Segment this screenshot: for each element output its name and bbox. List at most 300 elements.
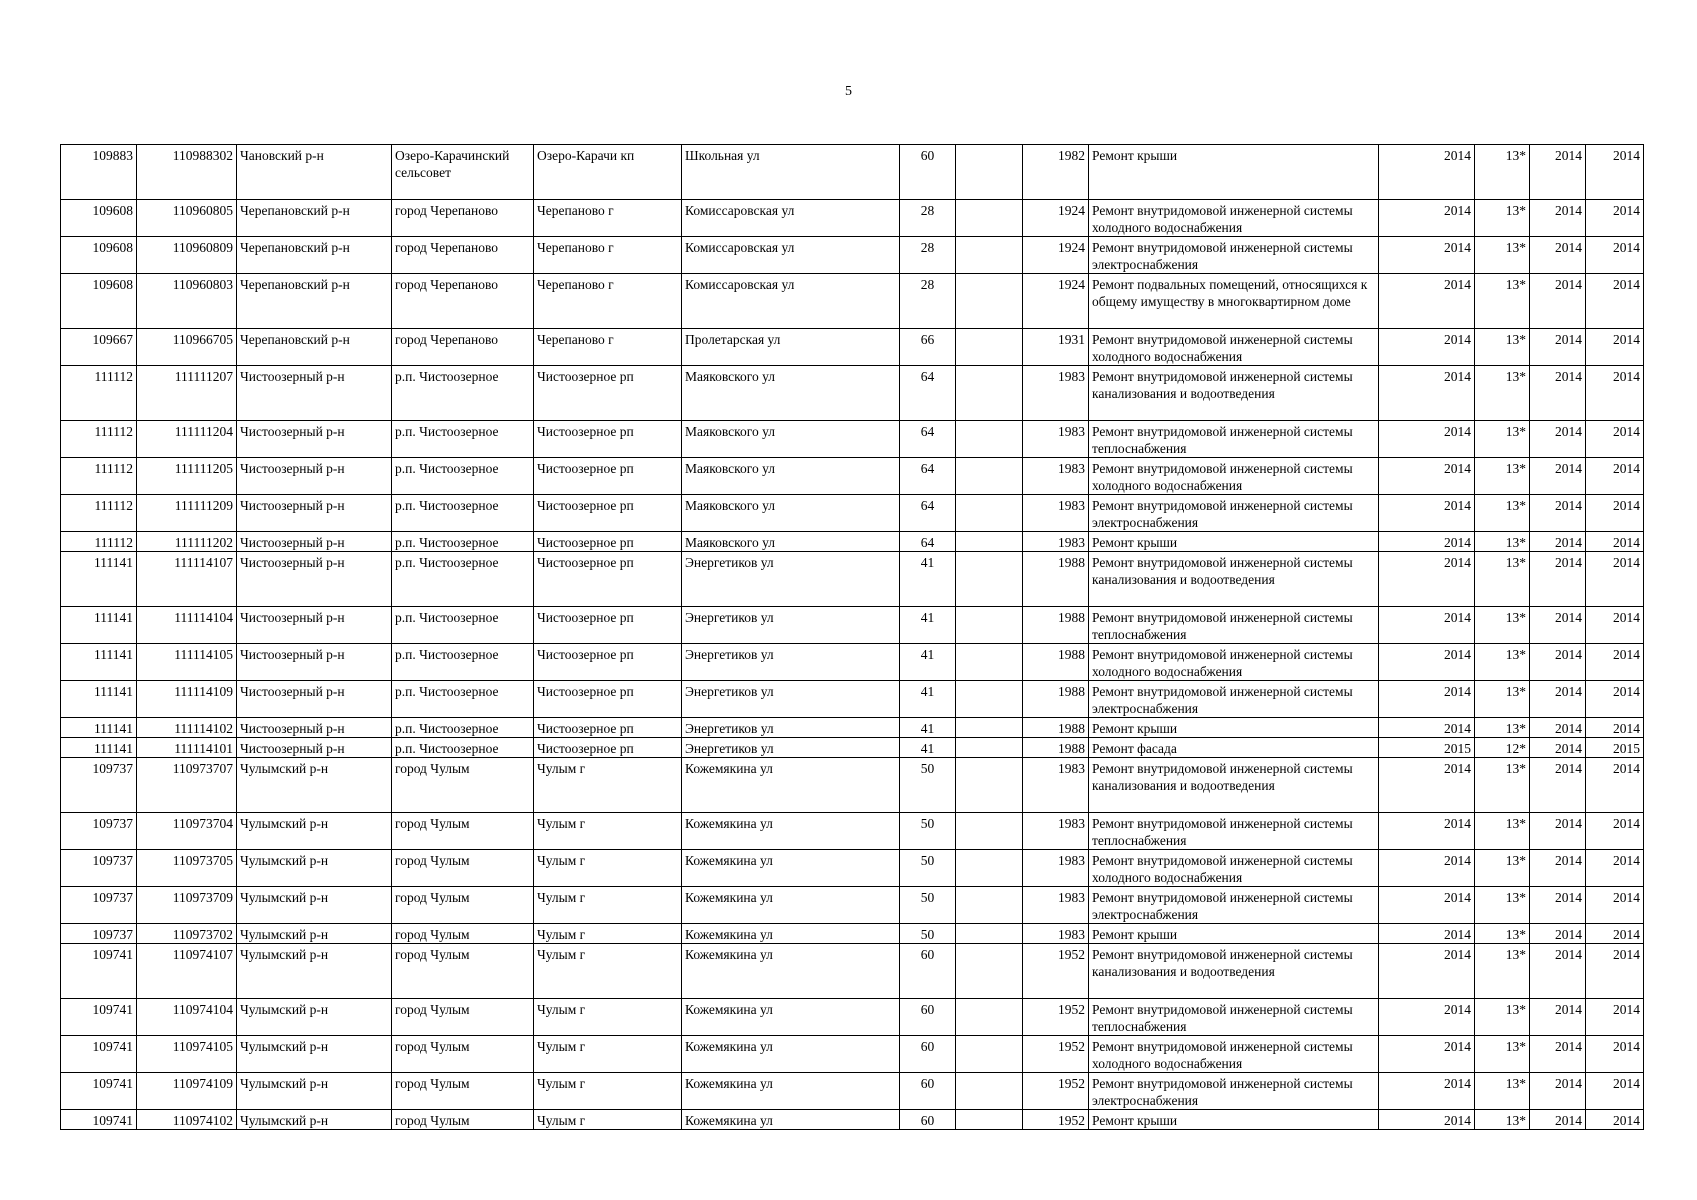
cell-house-number: 41 xyxy=(900,718,956,738)
cell-settlement: Озеро-Карачи кп xyxy=(534,145,682,200)
cell-settlement: Черепаново г xyxy=(534,200,682,237)
cell-building xyxy=(956,944,1023,999)
table-row xyxy=(61,718,1644,738)
cell-settlement: Чистоозерное рп xyxy=(534,607,682,644)
cell-year-start: 2014 xyxy=(1530,999,1586,1036)
cell-price-ref: 12* xyxy=(1475,738,1530,758)
cell-work-code: 110973704 xyxy=(137,813,237,850)
cell-house-number: 41 xyxy=(900,681,956,718)
table-row xyxy=(61,145,1644,200)
cell-house-id: 109741 xyxy=(61,944,137,999)
table-row xyxy=(61,329,1644,366)
cell-work-type: Ремонт крыши xyxy=(1089,718,1379,738)
cell-year-built: 1983 xyxy=(1023,924,1089,944)
cell-district: Чулымский р-н xyxy=(237,813,392,850)
cell-year-built: 1988 xyxy=(1023,644,1089,681)
cell-year-end: 2014 xyxy=(1586,458,1644,495)
cell-plan-year: 2014 xyxy=(1379,145,1475,200)
cell-year-end: 2014 xyxy=(1586,718,1644,738)
cell-settlement: Чистоозерное рп xyxy=(534,718,682,738)
cell-year-end: 2014 xyxy=(1586,999,1644,1036)
cell-year-start: 2014 xyxy=(1530,329,1586,366)
cell-street: Пролетарская ул xyxy=(682,329,900,366)
table-row xyxy=(61,738,1644,758)
cell-work-code: 110974105 xyxy=(137,1036,237,1073)
table-row xyxy=(61,421,1644,458)
cell-house-number: 28 xyxy=(900,237,956,274)
cell-building xyxy=(956,495,1023,532)
cell-work-type: Ремонт крыши xyxy=(1089,1110,1379,1130)
cell-municipality: город Черепаново xyxy=(392,237,534,274)
cell-year-end: 2014 xyxy=(1586,1073,1644,1110)
cell-price-ref: 13* xyxy=(1475,200,1530,237)
table-body xyxy=(61,145,1644,1130)
cell-year-built: 1982 xyxy=(1023,145,1089,200)
cell-work-code: 110973705 xyxy=(137,850,237,887)
cell-price-ref: 13* xyxy=(1475,718,1530,738)
cell-work-type: Ремонт внутридомовой инженерной системы канализования и водоотведения xyxy=(1089,758,1379,813)
cell-work-type: Ремонт внутридомовой инженерной системы канализования и водоотведения xyxy=(1089,552,1379,607)
table-row xyxy=(61,813,1644,850)
cell-price-ref: 13* xyxy=(1475,1036,1530,1073)
cell-work-type: Ремонт фасада xyxy=(1089,738,1379,758)
cell-year-end: 2014 xyxy=(1586,495,1644,532)
table-row xyxy=(61,237,1644,274)
cell-building xyxy=(956,1073,1023,1110)
cell-building xyxy=(956,145,1023,200)
table-row xyxy=(61,1073,1644,1110)
cell-price-ref: 13* xyxy=(1475,644,1530,681)
cell-house-number: 60 xyxy=(900,1036,956,1073)
cell-district: Чулымский р-н xyxy=(237,758,392,813)
cell-district: Чулымский р-н xyxy=(237,1036,392,1073)
cell-plan-year: 2014 xyxy=(1379,532,1475,552)
cell-price-ref: 13* xyxy=(1475,552,1530,607)
cell-municipality: город Чулым xyxy=(392,850,534,887)
cell-house-id: 111141 xyxy=(61,738,137,758)
cell-year-start: 2014 xyxy=(1530,1036,1586,1073)
cell-house-number: 28 xyxy=(900,274,956,329)
cell-year-end: 2014 xyxy=(1586,1110,1644,1130)
cell-municipality: р.п. Чистоозерное xyxy=(392,366,534,421)
cell-year-built: 1924 xyxy=(1023,200,1089,237)
cell-plan-year: 2015 xyxy=(1379,738,1475,758)
cell-year-end: 2014 xyxy=(1586,924,1644,944)
cell-district: Чистоозерный р-н xyxy=(237,532,392,552)
cell-work-code: 110973702 xyxy=(137,924,237,944)
cell-price-ref: 13* xyxy=(1475,607,1530,644)
cell-price-ref: 13* xyxy=(1475,1110,1530,1130)
cell-work-code: 111111207 xyxy=(137,366,237,421)
cell-municipality: город Чулым xyxy=(392,887,534,924)
cell-year-built: 1983 xyxy=(1023,458,1089,495)
cell-year-built: 1988 xyxy=(1023,718,1089,738)
cell-plan-year: 2014 xyxy=(1379,200,1475,237)
cell-work-code: 110960805 xyxy=(137,200,237,237)
cell-building xyxy=(956,366,1023,421)
cell-house-id: 111141 xyxy=(61,607,137,644)
cell-year-start: 2014 xyxy=(1530,274,1586,329)
cell-plan-year: 2014 xyxy=(1379,274,1475,329)
cell-house-id: 109737 xyxy=(61,813,137,850)
cell-year-built: 1983 xyxy=(1023,758,1089,813)
cell-building xyxy=(956,924,1023,944)
cell-house-number: 64 xyxy=(900,421,956,458)
cell-year-end: 2014 xyxy=(1586,681,1644,718)
cell-year-end: 2014 xyxy=(1586,552,1644,607)
cell-street: Кожемякина ул xyxy=(682,850,900,887)
cell-building xyxy=(956,681,1023,718)
table-row xyxy=(61,1036,1644,1073)
cell-street: Кожемякина ул xyxy=(682,887,900,924)
cell-year-start: 2014 xyxy=(1530,366,1586,421)
cell-year-start: 2014 xyxy=(1530,738,1586,758)
cell-municipality: город Чулым xyxy=(392,999,534,1036)
repair-registry-table xyxy=(60,144,1644,1130)
table-row xyxy=(61,887,1644,924)
cell-year-start: 2014 xyxy=(1530,644,1586,681)
cell-house-number: 64 xyxy=(900,366,956,421)
cell-district: Чистоозерный р-н xyxy=(237,718,392,738)
cell-house-id: 109737 xyxy=(61,758,137,813)
cell-building xyxy=(956,552,1023,607)
cell-work-code: 111114101 xyxy=(137,738,237,758)
cell-house-id: 109737 xyxy=(61,850,137,887)
cell-house-number: 50 xyxy=(900,758,956,813)
cell-house-id: 111112 xyxy=(61,366,137,421)
cell-district: Чулымский р-н xyxy=(237,887,392,924)
cell-street: Кожемякина ул xyxy=(682,1036,900,1073)
cell-year-start: 2014 xyxy=(1530,607,1586,644)
cell-house-number: 60 xyxy=(900,1110,956,1130)
cell-year-start: 2014 xyxy=(1530,421,1586,458)
table-row xyxy=(61,924,1644,944)
cell-building xyxy=(956,718,1023,738)
cell-price-ref: 13* xyxy=(1475,1073,1530,1110)
table-row xyxy=(61,681,1644,718)
cell-district: Черепановский р-н xyxy=(237,329,392,366)
cell-plan-year: 2014 xyxy=(1379,607,1475,644)
cell-municipality: город Чулым xyxy=(392,1073,534,1110)
cell-work-type: Ремонт внутридомовой инженерной системы теплоснабжения xyxy=(1089,999,1379,1036)
cell-year-built: 1924 xyxy=(1023,274,1089,329)
cell-house-number: 64 xyxy=(900,532,956,552)
cell-street: Комиссаровская ул xyxy=(682,237,900,274)
cell-work-code: 111111202 xyxy=(137,532,237,552)
cell-street: Кожемякина ул xyxy=(682,944,900,999)
cell-year-end: 2014 xyxy=(1586,274,1644,329)
cell-house-number: 41 xyxy=(900,738,956,758)
cell-plan-year: 2014 xyxy=(1379,681,1475,718)
cell-house-id: 109608 xyxy=(61,237,137,274)
cell-street: Кожемякина ул xyxy=(682,1110,900,1130)
cell-price-ref: 13* xyxy=(1475,421,1530,458)
cell-house-number: 50 xyxy=(900,850,956,887)
cell-municipality: город Чулым xyxy=(392,944,534,999)
cell-work-code: 110973707 xyxy=(137,758,237,813)
cell-street: Кожемякина ул xyxy=(682,924,900,944)
cell-house-id: 109667 xyxy=(61,329,137,366)
cell-district: Чулымский р-н xyxy=(237,1110,392,1130)
cell-house-number: 66 xyxy=(900,329,956,366)
cell-year-start: 2014 xyxy=(1530,1073,1586,1110)
cell-municipality: р.п. Чистоозерное xyxy=(392,552,534,607)
cell-house-number: 41 xyxy=(900,644,956,681)
cell-building xyxy=(956,329,1023,366)
table-row xyxy=(61,458,1644,495)
cell-work-type: Ремонт внутридомовой инженерной системы канализования и водоотведения xyxy=(1089,366,1379,421)
cell-plan-year: 2014 xyxy=(1379,421,1475,458)
cell-work-type: Ремонт внутридомовой инженерной системы электроснабжения xyxy=(1089,495,1379,532)
cell-district: Чистоозерный р-н xyxy=(237,552,392,607)
cell-house-number: 28 xyxy=(900,200,956,237)
cell-work-code: 111114105 xyxy=(137,644,237,681)
cell-year-built: 1952 xyxy=(1023,1110,1089,1130)
cell-building xyxy=(956,850,1023,887)
cell-house-number: 50 xyxy=(900,887,956,924)
cell-year-built: 1983 xyxy=(1023,532,1089,552)
cell-work-type: Ремонт внутридомовой инженерной системы холодного водоснабжения xyxy=(1089,850,1379,887)
table-row xyxy=(61,200,1644,237)
cell-building xyxy=(956,200,1023,237)
cell-work-code: 111114107 xyxy=(137,552,237,607)
cell-plan-year: 2014 xyxy=(1379,850,1475,887)
cell-house-id: 109741 xyxy=(61,999,137,1036)
cell-work-type: Ремонт внутридомовой инженерной системы холодного водоснабжения xyxy=(1089,644,1379,681)
cell-work-code: 111114102 xyxy=(137,718,237,738)
cell-work-code: 111114109 xyxy=(137,681,237,718)
cell-street: Кожемякина ул xyxy=(682,813,900,850)
cell-year-end: 2014 xyxy=(1586,200,1644,237)
cell-municipality: Озеро-Карачинский сельсовет xyxy=(392,145,534,200)
cell-house-id: 111141 xyxy=(61,644,137,681)
cell-street: Энергетиков ул xyxy=(682,718,900,738)
cell-year-built: 1988 xyxy=(1023,552,1089,607)
cell-building xyxy=(956,999,1023,1036)
cell-price-ref: 13* xyxy=(1475,495,1530,532)
cell-year-built: 1924 xyxy=(1023,237,1089,274)
cell-year-start: 2014 xyxy=(1530,718,1586,738)
cell-settlement: Чистоозерное рп xyxy=(534,552,682,607)
cell-year-start: 2014 xyxy=(1530,758,1586,813)
cell-street: Маяковского ул xyxy=(682,421,900,458)
cell-street: Маяковского ул xyxy=(682,458,900,495)
cell-work-code: 110974104 xyxy=(137,999,237,1036)
cell-work-type: Ремонт крыши xyxy=(1089,145,1379,200)
cell-district: Чистоозерный р-н xyxy=(237,607,392,644)
cell-house-id: 111112 xyxy=(61,532,137,552)
cell-plan-year: 2014 xyxy=(1379,1036,1475,1073)
cell-settlement: Черепаново г xyxy=(534,237,682,274)
cell-work-code: 110960803 xyxy=(137,274,237,329)
cell-street: Энергетиков ул xyxy=(682,552,900,607)
cell-year-end: 2014 xyxy=(1586,850,1644,887)
cell-house-id: 109741 xyxy=(61,1036,137,1073)
cell-house-id: 111141 xyxy=(61,552,137,607)
cell-district: Чановский р-н xyxy=(237,145,392,200)
cell-district: Чистоозерный р-н xyxy=(237,421,392,458)
cell-house-number: 64 xyxy=(900,495,956,532)
cell-building xyxy=(956,607,1023,644)
cell-street: Комиссаровская ул xyxy=(682,274,900,329)
cell-price-ref: 13* xyxy=(1475,237,1530,274)
cell-plan-year: 2014 xyxy=(1379,237,1475,274)
cell-house-number: 50 xyxy=(900,924,956,944)
cell-house-id: 109608 xyxy=(61,200,137,237)
cell-municipality: р.п. Чистоозерное xyxy=(392,421,534,458)
cell-year-end: 2014 xyxy=(1586,887,1644,924)
cell-municipality: р.п. Чистоозерное xyxy=(392,644,534,681)
cell-year-end: 2014 xyxy=(1586,607,1644,644)
cell-settlement: Чулым г xyxy=(534,758,682,813)
cell-work-code: 110974107 xyxy=(137,944,237,999)
cell-year-built: 1952 xyxy=(1023,999,1089,1036)
cell-house-number: 50 xyxy=(900,813,956,850)
cell-house-id: 109741 xyxy=(61,1110,137,1130)
cell-building xyxy=(956,887,1023,924)
cell-district: Чистоозерный р-н xyxy=(237,644,392,681)
cell-year-end: 2014 xyxy=(1586,644,1644,681)
cell-work-type: Ремонт внутридомовой инженерной системы холодного водоснабжения xyxy=(1089,1036,1379,1073)
cell-municipality: р.п. Чистоозерное xyxy=(392,532,534,552)
cell-street: Маяковского ул xyxy=(682,366,900,421)
cell-plan-year: 2014 xyxy=(1379,924,1475,944)
cell-plan-year: 2014 xyxy=(1379,813,1475,850)
table-row xyxy=(61,999,1644,1036)
cell-year-built: 1983 xyxy=(1023,850,1089,887)
cell-year-start: 2014 xyxy=(1530,552,1586,607)
cell-price-ref: 13* xyxy=(1475,458,1530,495)
cell-municipality: город Чулым xyxy=(392,924,534,944)
cell-municipality: р.п. Чистоозерное xyxy=(392,681,534,718)
cell-settlement: Чулым г xyxy=(534,1036,682,1073)
cell-work-code: 110988302 xyxy=(137,145,237,200)
cell-year-built: 1952 xyxy=(1023,944,1089,999)
cell-price-ref: 13* xyxy=(1475,329,1530,366)
cell-plan-year: 2014 xyxy=(1379,458,1475,495)
cell-building xyxy=(956,758,1023,813)
cell-year-built: 1983 xyxy=(1023,887,1089,924)
cell-municipality: р.п. Чистоозерное xyxy=(392,718,534,738)
cell-street: Энергетиков ул xyxy=(682,607,900,644)
cell-settlement: Чулым г xyxy=(534,999,682,1036)
cell-year-start: 2014 xyxy=(1530,200,1586,237)
cell-year-start: 2014 xyxy=(1530,924,1586,944)
cell-house-id: 111141 xyxy=(61,718,137,738)
cell-settlement: Чистоозерное рп xyxy=(534,532,682,552)
cell-municipality: город Чулым xyxy=(392,1036,534,1073)
cell-work-code: 110960809 xyxy=(137,237,237,274)
cell-house-id: 109883 xyxy=(61,145,137,200)
cell-year-end: 2014 xyxy=(1586,366,1644,421)
cell-year-built: 1983 xyxy=(1023,366,1089,421)
cell-building xyxy=(956,237,1023,274)
cell-street: Кожемякина ул xyxy=(682,999,900,1036)
cell-year-start: 2014 xyxy=(1530,813,1586,850)
cell-house-number: 60 xyxy=(900,145,956,200)
cell-plan-year: 2014 xyxy=(1379,887,1475,924)
cell-settlement: Чулым г xyxy=(534,887,682,924)
cell-price-ref: 13* xyxy=(1475,944,1530,999)
cell-work-type: Ремонт внутридомовой инженерной системы холодного водоснабжения xyxy=(1089,458,1379,495)
cell-municipality: город Чулым xyxy=(392,758,534,813)
cell-street: Маяковского ул xyxy=(682,532,900,552)
cell-year-end: 2014 xyxy=(1586,1036,1644,1073)
cell-district: Чистоозерный р-н xyxy=(237,738,392,758)
cell-municipality: город Чулым xyxy=(392,1110,534,1130)
cell-work-code: 110966705 xyxy=(137,329,237,366)
cell-district: Чулымский р-н xyxy=(237,944,392,999)
cell-municipality: р.п. Чистоозерное xyxy=(392,458,534,495)
cell-year-start: 2014 xyxy=(1530,237,1586,274)
cell-price-ref: 13* xyxy=(1475,850,1530,887)
cell-work-type: Ремонт внутридомовой инженерной системы теплоснабжения xyxy=(1089,607,1379,644)
cell-house-number: 60 xyxy=(900,999,956,1036)
cell-work-type: Ремонт внутридомовой инженерной системы теплоснабжения xyxy=(1089,813,1379,850)
cell-district: Черепановский р-н xyxy=(237,274,392,329)
cell-year-end: 2014 xyxy=(1586,813,1644,850)
cell-building xyxy=(956,738,1023,758)
cell-house-id: 109741 xyxy=(61,1073,137,1110)
cell-house-id: 111112 xyxy=(61,458,137,495)
cell-district: Чулымский р-н xyxy=(237,999,392,1036)
cell-settlement: Чистоозерное рп xyxy=(534,495,682,532)
cell-building xyxy=(956,274,1023,329)
table-row xyxy=(61,366,1644,421)
cell-year-built: 1988 xyxy=(1023,738,1089,758)
cell-municipality: город Черепаново xyxy=(392,329,534,366)
cell-street: Кожемякина ул xyxy=(682,758,900,813)
cell-year-end: 2014 xyxy=(1586,237,1644,274)
page-number: 5 xyxy=(845,84,852,99)
cell-street: Кожемякина ул xyxy=(682,1073,900,1110)
cell-work-type: Ремонт внутридомовой инженерной системы холодного водоснабжения xyxy=(1089,329,1379,366)
table-row xyxy=(61,944,1644,999)
cell-year-end: 2014 xyxy=(1586,145,1644,200)
cell-plan-year: 2014 xyxy=(1379,1073,1475,1110)
cell-work-code: 110974109 xyxy=(137,1073,237,1110)
cell-plan-year: 2014 xyxy=(1379,495,1475,532)
cell-year-built: 1952 xyxy=(1023,1036,1089,1073)
table-row xyxy=(61,1110,1644,1130)
cell-settlement: Чулым г xyxy=(534,850,682,887)
cell-settlement: Чистоозерное рп xyxy=(534,681,682,718)
cell-work-type: Ремонт внутридомовой инженерной системы электроснабжения xyxy=(1089,237,1379,274)
table-row xyxy=(61,644,1644,681)
cell-work-type: Ремонт внутридомовой инженерной системы холодного водоснабжения xyxy=(1089,200,1379,237)
cell-year-built: 1952 xyxy=(1023,1073,1089,1110)
cell-house-id: 109737 xyxy=(61,924,137,944)
cell-municipality: р.п. Чистоозерное xyxy=(392,495,534,532)
cell-work-type: Ремонт крыши xyxy=(1089,532,1379,552)
cell-district: Чулымский р-н xyxy=(237,1073,392,1110)
cell-year-end: 2014 xyxy=(1586,329,1644,366)
cell-district: Чистоозерный р-н xyxy=(237,458,392,495)
cell-year-start: 2014 xyxy=(1530,850,1586,887)
cell-district: Чулымский р-н xyxy=(237,924,392,944)
cell-work-type: Ремонт внутридомовой инженерной системы электроснабжения xyxy=(1089,1073,1379,1110)
cell-street: Энергетиков ул xyxy=(682,644,900,681)
cell-settlement: Чистоозерное рп xyxy=(534,421,682,458)
cell-building xyxy=(956,532,1023,552)
table-row xyxy=(61,850,1644,887)
cell-work-code: 110973709 xyxy=(137,887,237,924)
cell-house-id: 109608 xyxy=(61,274,137,329)
cell-work-type: Ремонт внутридомовой инженерной системы электроснабжения xyxy=(1089,887,1379,924)
cell-district: Чистоозерный р-н xyxy=(237,495,392,532)
cell-year-built: 1983 xyxy=(1023,495,1089,532)
cell-work-code: 111111209 xyxy=(137,495,237,532)
